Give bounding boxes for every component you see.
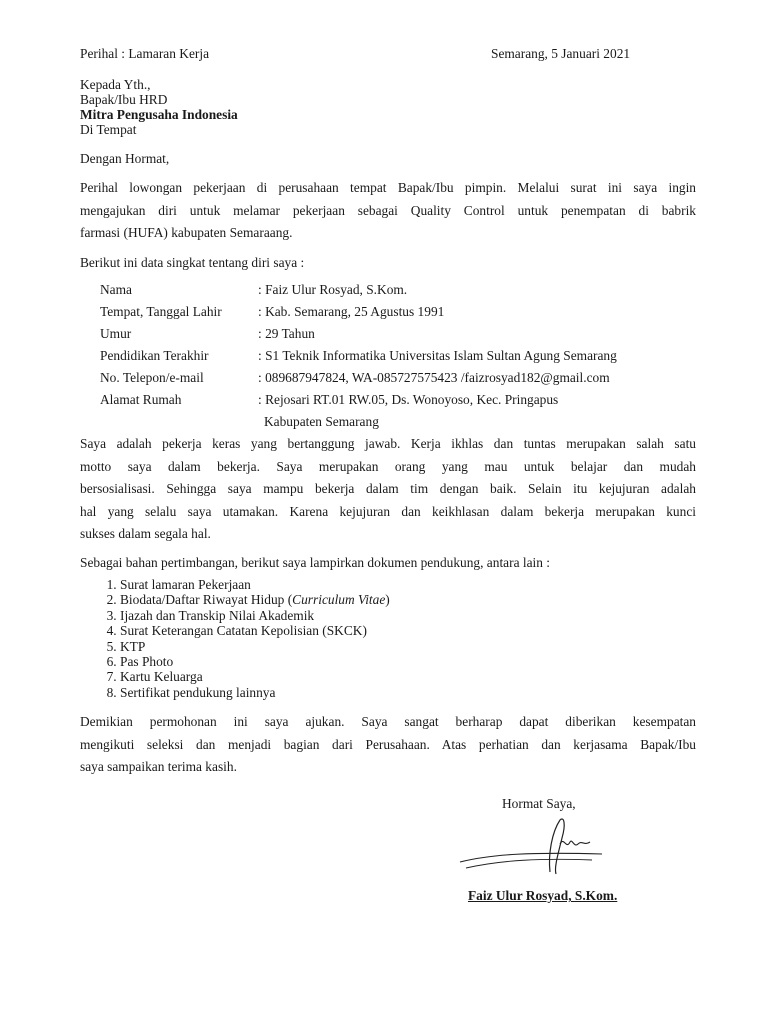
field-value: : 089687947824, WA-085727575423 /faizrosyad182@gmail.com	[258, 370, 610, 385]
intro-line: mengajukan diri untuk melamar pekerjaan sebagai Quality Control untuk penempatan di babrik	[80, 202, 696, 218]
table-row	[100, 348, 617, 370]
table-row	[100, 370, 617, 392]
signature-icon	[452, 814, 612, 878]
field-value: : Faiz Ulur Rosyad, S.Kom.	[258, 282, 408, 297]
closing-paragraph	[80, 711, 696, 779]
closing-line: mengikuti seleksi dan menjadi bagian dari Perusahaan. Atas perhatian dan kerjasama Bapak/Ibu	[80, 736, 696, 752]
greeting: Dengan Hormat,	[80, 151, 170, 166]
recipient-company: Mitra Pengusaha Indonesia	[80, 107, 238, 122]
field-label: Umur	[100, 326, 132, 341]
list-item	[120, 592, 390, 607]
field-label: Alamat Rumah	[100, 392, 182, 407]
list-item-text: Biodata/Daftar Riwayat Hidup (	[120, 592, 293, 608]
desc-line: Saya adalah pekerja keras yang bertanggung jawab. Kerja ikhlas dan tuntas merupakan salah satu	[80, 436, 696, 451]
intro-line: Perihal lowongan pekerjaan di perusahaan tempat Bapak/Ibu pimpin. Melalui surat ini saya ingin	[80, 180, 696, 195]
field-value: : S1 Teknik Informatika Universitas Islam Sultan Agung Semarang	[258, 348, 617, 363]
list-item: 7. Kartu Keluarga	[120, 669, 390, 684]
table-row	[100, 392, 617, 430]
field-value: : 29 Tahun	[258, 326, 315, 341]
list-item-text: )	[385, 592, 390, 608]
place-date: Semarang, 5 Januari 2021	[491, 46, 631, 61]
recipient-line-4: Di Tempat	[80, 122, 137, 137]
regards-text: Hormat Saya,	[502, 796, 576, 811]
table-row	[100, 304, 617, 326]
list-item-italic: Curriculum Vitae	[292, 592, 386, 608]
closing-line: saya sampaikan terima kasih.	[80, 759, 237, 774]
desc-line: sukses dalam segala hal.	[80, 526, 211, 541]
list-item: 3. Ijazah dan Transkip Nilai Akademik	[120, 608, 390, 623]
list-item: 8. Sertifikat pendukung lainnya	[120, 685, 390, 700]
address-line-2: Kabupaten Semarang	[264, 414, 379, 429]
field-value: : Kab. Semarang, 25 Agustus 1991	[258, 304, 445, 319]
field-label: Nama	[100, 282, 132, 297]
table-row	[100, 326, 617, 348]
attachments-list	[98, 577, 390, 700]
field-value	[258, 392, 617, 430]
recipient-line-1: Kepada Yth.,	[80, 77, 151, 92]
attachments-intro: Sebagai bahan pertimbangan, berikut saya lampirkan dokumen pendukung, antara lain :	[80, 555, 551, 570]
signer-name: Faiz Ulur Rosyad, S.Kom.	[468, 888, 618, 903]
personal-data-table	[100, 282, 617, 430]
field-label: Tempat, Tanggal Lahir	[100, 304, 222, 319]
table-row	[100, 282, 617, 304]
list-item: 6. Pas Photo	[120, 654, 390, 669]
desc-line: hal yang selalu saya utamakan. Karena kejujuran dan keikhlasan dalam bekerja merupakan kunci	[80, 503, 696, 519]
desc-line: motto saya dalam bekerja. Saya merupakan orang yang mau untuk belajar dan mudah	[80, 458, 696, 474]
field-label: No. Telepon/e-mail	[100, 370, 204, 385]
list-item: 5. KTP	[120, 639, 390, 654]
self-description-paragraph	[80, 433, 696, 546]
recipient-line-2: Bapak/Ibu HRD	[80, 92, 168, 107]
data-intro: Berikut ini data singkat tentang diri saya :	[80, 255, 305, 270]
intro-paragraph	[80, 177, 696, 245]
desc-line: bersosialisasi. Sehingga saya mampu bekerja dalam tim dengan baik. Selain itu kejujuran adalah	[80, 481, 696, 496]
subject-line: Perihal : Lamaran Kerja	[80, 46, 210, 61]
closing-line: Demikian permohonan ini saya ajukan. Saya sangat berharap dapat diberikan kesempatan	[80, 714, 696, 729]
address-line-1: : Rejosari RT.01 RW.05, Ds. Wonoyoso, Kec. Pringapus	[258, 392, 559, 407]
list-item: 4. Surat Keterangan Catatan Kepolisian (SKCK)	[120, 623, 390, 638]
field-label: Pendidikan Terakhir	[100, 348, 209, 363]
intro-line: farmasi (HUFA) kabupaten Semaraang.	[80, 225, 293, 240]
list-item: 1. Surat lamaran Pekerjaan	[120, 577, 390, 592]
